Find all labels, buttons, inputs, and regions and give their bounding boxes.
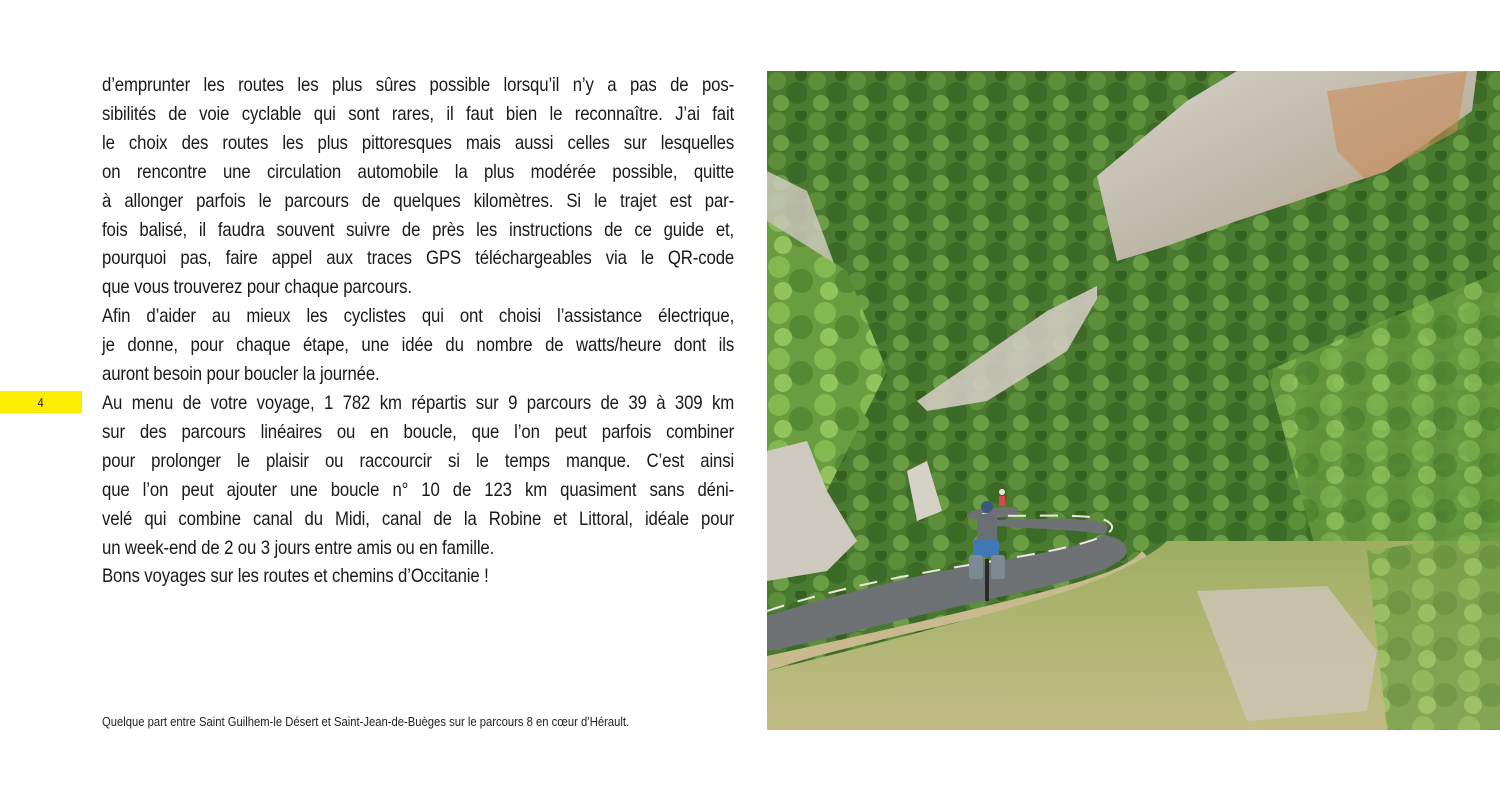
text-line: Afin d’aider au mieux les cyclistes qui ont choisi l’assistance électrique, xyxy=(102,305,735,328)
text-line: Au menu de votre voyage, 1 782 km répartis sur 9 parcours de 39 à 309 km xyxy=(102,391,735,414)
cyclist-back xyxy=(999,489,1005,506)
page-number: 4 xyxy=(37,394,45,410)
text-line: auront besoin pour boucler la journée. xyxy=(102,363,380,386)
text-line: sur des parcours linéaires ou en boucle, que l’on peut parfois combiner xyxy=(102,420,735,443)
text-line: fois balisé, il faudra souvent suivre de près les instructions de ce guide et, xyxy=(102,218,735,241)
photo-cyclist-road xyxy=(767,71,1500,730)
text-line: je donne, pour chaque étape, une idée du nombre de watts/heure dont ils xyxy=(102,334,735,357)
text-line: velé qui combine canal du Midi, canal de la Robine et Littoral, idéale pour xyxy=(102,507,735,530)
text-line: le choix des routes les plus pittoresques mais aussi celles sur lesquelles xyxy=(102,131,735,154)
text-line: à allonger parfois le parcours de quelques kilomètres. Si le trajet est par- xyxy=(102,189,735,212)
text-line: pour prolonger le plaisir ou raccourcir si le temps manque. C’est ainsi xyxy=(102,449,735,472)
text-line: que l’on peut ajouter une boucle n° 10 de 123 km quasiment sans déni- xyxy=(102,478,735,501)
text-line: un week-end de 2 ou 3 jours entre amis ou en famille. xyxy=(102,536,495,559)
text-line: sibilités de voie cyclable qui sont rares, il faut bien le reconnaître. J’ai fait xyxy=(102,102,735,125)
text-line: que vous trouverez pour chaque parcours. xyxy=(102,276,412,299)
landscape-illustration xyxy=(767,71,1500,730)
text-line: on rencontre une circulation automobile la plus modérée possible, quitte xyxy=(102,160,735,183)
photo-caption: Quelque part entre Saint Guilhem-le Désert et Saint-Jean-de-Buèges sur le parcours 8 en cœur d’Hérault. xyxy=(102,715,630,729)
text-line: pourquoi pas, faire appel aux traces GPS téléchargeables via le QR-code xyxy=(102,247,735,270)
text-line: Bons voyages sur les routes et chemins d’Occitanie ! xyxy=(102,565,489,588)
text-line: d’emprunter les routes les plus sûres possible lorsqu’il n’y a pas de pos- xyxy=(102,74,735,96)
body-text xyxy=(102,71,734,591)
page-number-tab xyxy=(0,391,82,413)
